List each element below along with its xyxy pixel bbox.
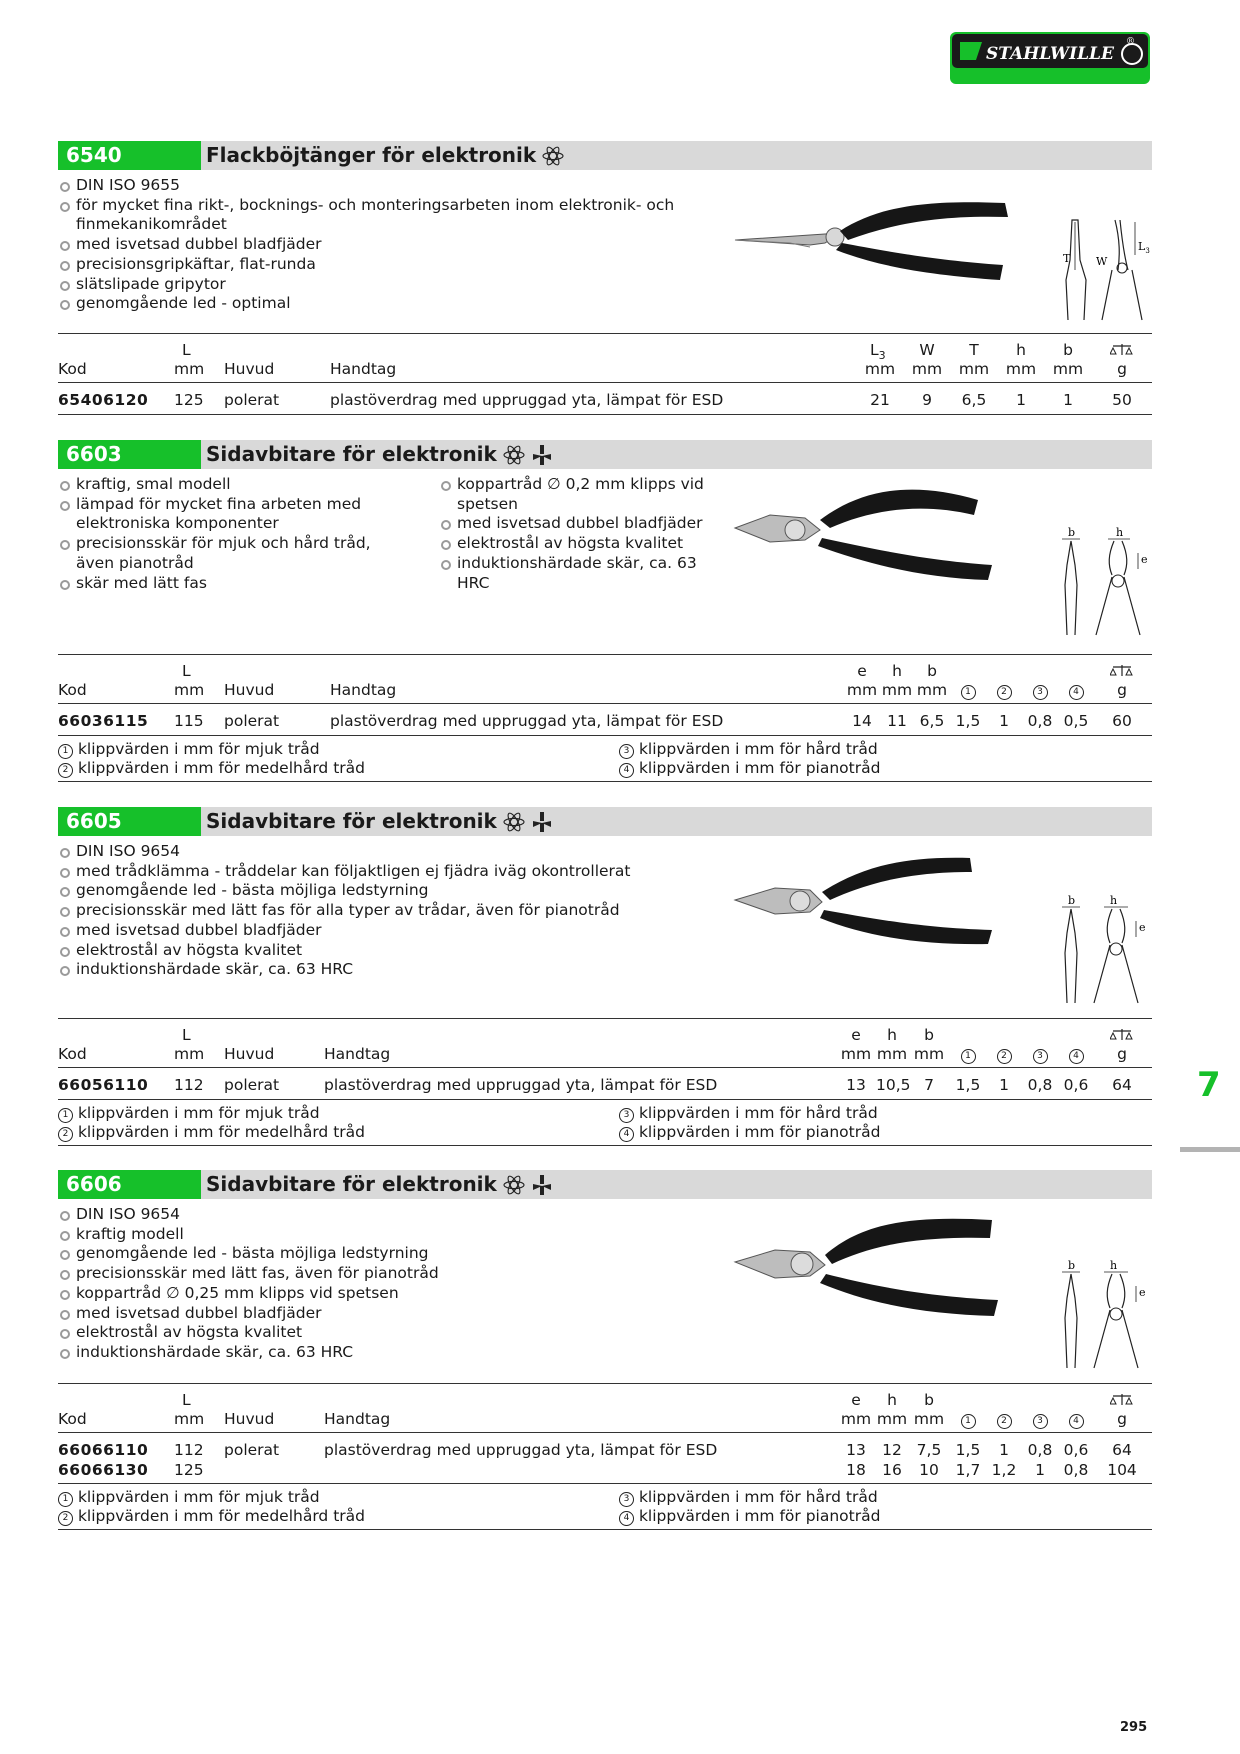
cell-b: 7,5 xyxy=(916,1441,942,1459)
col-header-W: W xyxy=(919,341,935,359)
cell-cut-4: 0,6 xyxy=(1063,1441,1089,1459)
col-header-huvud: Huvud xyxy=(224,1045,275,1063)
chapter-bar xyxy=(1180,1147,1240,1152)
list-item: precisionsgripkäftar, flat-runda xyxy=(58,255,678,275)
footnote-4: 4 klippvärden i mm för pianotråd xyxy=(619,759,880,778)
dimension-diagram-6603 xyxy=(1058,525,1158,640)
col-unit-mm: mm xyxy=(958,360,990,378)
cell-kod: 66066110 xyxy=(58,1441,149,1459)
footnote-2: 2 klippvärden i mm för medelhård tråd xyxy=(58,1123,365,1142)
cell-h: 1 xyxy=(1016,391,1026,409)
feature-list-left xyxy=(58,475,398,593)
col-unit-mm: mm xyxy=(846,681,878,699)
col-header-handtag: Handtag xyxy=(324,1045,391,1063)
cell-g: 64 xyxy=(1112,1076,1132,1094)
cell-kod: 66036115 xyxy=(58,712,149,730)
col-header-4: 4 xyxy=(1059,1410,1093,1429)
list-item: elektrostål av högsta kvalitet xyxy=(439,534,709,554)
cell-L: 112 xyxy=(174,1076,204,1094)
col-unit-mm: mm xyxy=(864,360,896,378)
section-header-6603 xyxy=(58,440,1152,469)
footnote-3: 3 klippvärden i mm för hård tråd xyxy=(619,1488,878,1507)
cell-g: 50 xyxy=(1112,391,1132,409)
col-header-handtag: Handtag xyxy=(330,360,397,378)
dim-label-e: e xyxy=(1141,553,1148,566)
dim-label-L3: $L_3$ xyxy=(1138,240,1150,255)
cell-g: 60 xyxy=(1112,712,1132,730)
col-header-1: 1 xyxy=(951,1410,985,1429)
section-title: Sidavbitare för elektronik xyxy=(206,809,497,833)
col-header-T: T xyxy=(969,341,979,359)
col-header-L: L xyxy=(182,1026,191,1044)
list-item: induktionshärdade skär, ca. 63 HRC xyxy=(58,960,718,980)
cell-b: 7 xyxy=(924,1076,934,1094)
cell-kod: 65406120 xyxy=(58,391,149,409)
list-item: genomgående led - bästa möjliga ledstyrning xyxy=(58,1244,718,1264)
esd-icon xyxy=(503,811,525,833)
cutter-icon xyxy=(531,811,553,833)
list-item: genomgående led - bästa möjliga ledstyrning xyxy=(58,881,718,901)
list-item: koppartråd ∅ 0,25 mm klipps vid spetsen xyxy=(58,1284,718,1304)
cell-h: 10,5 xyxy=(876,1076,911,1094)
col-header-2: 2 xyxy=(987,681,1021,700)
col-header-kod: Kod xyxy=(58,360,87,378)
registered-mark: ® xyxy=(1126,37,1135,47)
col-header-kod: Kod xyxy=(58,1045,87,1063)
col-header-1: 1 xyxy=(951,681,985,700)
cell-cut-4: 0,5 xyxy=(1063,712,1089,730)
stahlwille-logo xyxy=(950,32,1150,84)
cell-huvud: polerat xyxy=(224,391,280,409)
cell-cut-3: 0,8 xyxy=(1027,712,1053,730)
weight-icon xyxy=(1110,664,1134,678)
cell-g: 64 xyxy=(1112,1441,1132,1459)
col-unit-mm: mm xyxy=(876,1045,908,1063)
list-item: koppartråd ∅ 0,2 mm klipps vid spetsen xyxy=(439,475,709,514)
col-header-e: e xyxy=(851,1391,861,1409)
dimension-diagram-6605 xyxy=(1058,893,1158,1008)
col-header-L: L xyxy=(182,341,191,359)
col-header-h: h xyxy=(1016,341,1026,359)
cell-cut-2: 1,2 xyxy=(991,1461,1017,1479)
col-header-e: e xyxy=(857,662,867,680)
cell-cut-1: 1,5 xyxy=(955,1441,981,1459)
list-item: genomgående led - optimal xyxy=(58,294,678,314)
col-header-L3: $L_3$ xyxy=(870,341,886,363)
cell-cut-1: 1,5 xyxy=(955,712,981,730)
col-header-huvud: Huvud xyxy=(224,1410,275,1428)
list-item: för mycket fina rikt-, bocknings- och monteringsarbeten inom elektronik- och finmekanikområdet xyxy=(58,196,678,235)
dimension-diagram-6606 xyxy=(1058,1258,1158,1373)
col-unit-mm: mm xyxy=(840,1045,872,1063)
cell-e: 13 xyxy=(846,1076,866,1094)
col-unit-mm: mm xyxy=(174,360,205,378)
section-number: 6540 xyxy=(58,141,201,170)
list-item: med isvetsad dubbel bladfjäder xyxy=(58,921,718,941)
cell-g: 104 xyxy=(1107,1461,1137,1479)
cell-T: 6,5 xyxy=(961,391,987,409)
col-unit-mm: mm xyxy=(881,681,913,699)
list-item: DIN ISO 9655 xyxy=(58,176,678,196)
cell-cut-4: 0,6 xyxy=(1063,1076,1089,1094)
footnote-1: 1 klippvärden i mm för mjuk tråd xyxy=(58,1488,320,1507)
cell-L: 125 xyxy=(174,1461,204,1479)
cell-handtag: plastöverdrag med uppruggad yta, lämpat för ESD xyxy=(324,1076,718,1094)
col-unit-mm: mm xyxy=(876,1410,908,1428)
cell-huvud: polerat xyxy=(224,712,280,730)
col-unit-mm: mm xyxy=(913,1045,945,1063)
col-unit-mm: mm xyxy=(913,1410,945,1428)
dim-label-T: T xyxy=(1063,252,1071,265)
list-item: precisionsskär för mjuk och hård tråd, även pianotråd xyxy=(58,534,398,573)
col-unit-mm: mm xyxy=(1005,360,1037,378)
col-header-h: h xyxy=(887,1026,897,1044)
col-header-e: e xyxy=(851,1026,861,1044)
dim-label-W: W xyxy=(1096,255,1108,268)
cell-cut-2: 1 xyxy=(999,712,1009,730)
page-number: 295 xyxy=(1120,1720,1148,1735)
list-item: slätslipade gripytor xyxy=(58,275,678,295)
col-header-b: b xyxy=(924,1391,934,1409)
cell-b: 1 xyxy=(1063,391,1073,409)
cell-cut-1: 1,7 xyxy=(955,1461,981,1479)
product-image-6603 xyxy=(730,480,1015,585)
col-unit-mm: mm xyxy=(174,1410,205,1428)
section-title: Sidavbitare för elektronik xyxy=(206,442,497,466)
col-header-2: 2 xyxy=(987,1410,1021,1429)
product-image-6606 xyxy=(730,1210,1015,1320)
col-header-3: 3 xyxy=(1023,1410,1057,1429)
product-image-6605 xyxy=(730,848,1015,953)
feature-list xyxy=(58,842,718,980)
cell-e: 18 xyxy=(846,1461,866,1479)
cell-h: 12 xyxy=(882,1441,902,1459)
weight-icon xyxy=(1110,343,1134,357)
cell-h: 16 xyxy=(882,1461,902,1479)
col-header-3: 3 xyxy=(1023,681,1057,700)
col-unit-mm: mm xyxy=(916,681,948,699)
col-unit-g: g xyxy=(1117,1045,1127,1063)
feature-list xyxy=(58,176,678,314)
col-header-handtag: Handtag xyxy=(330,681,397,699)
cutter-icon xyxy=(531,444,553,466)
col-unit-g: g xyxy=(1117,360,1127,378)
dim-label-h: h xyxy=(1110,1259,1118,1272)
esd-icon xyxy=(503,1174,525,1196)
col-unit-g: g xyxy=(1117,1410,1127,1428)
dimension-diagram-6540 xyxy=(1060,210,1155,325)
dim-label-b: b xyxy=(1068,526,1076,539)
section-header-6540 xyxy=(58,141,1152,170)
cell-L: 112 xyxy=(174,1441,204,1459)
col-header-kod: Kod xyxy=(58,1410,87,1428)
col-unit-mm: mm xyxy=(911,360,943,378)
section-number: 6603 xyxy=(58,440,201,469)
section-header-6605 xyxy=(58,807,1152,836)
cell-handtag: plastöverdrag med uppruggad yta, lämpat för ESD xyxy=(330,391,724,409)
col-unit-mm: mm xyxy=(840,1410,872,1428)
list-item: precisionsskär med lätt fas, även för pianotråd xyxy=(58,1264,718,1284)
col-header-kod: Kod xyxy=(58,681,87,699)
cell-h: 11 xyxy=(887,712,907,730)
weight-icon xyxy=(1110,1028,1134,1042)
col-unit-g: g xyxy=(1117,681,1127,699)
cell-huvud: polerat xyxy=(224,1076,280,1094)
footnote-1: 1 klippvärden i mm för mjuk tråd xyxy=(58,1104,320,1123)
cell-cut-1: 1,5 xyxy=(955,1076,981,1094)
cell-e: 14 xyxy=(852,712,872,730)
cell-b: 10 xyxy=(919,1461,939,1479)
cell-kod: 66066130 xyxy=(58,1461,149,1479)
footnote-1: 1 klippvärden i mm för mjuk tråd xyxy=(58,740,320,759)
col-unit-mm: mm xyxy=(174,1045,205,1063)
footnote-3: 3 klippvärden i mm för hård tråd xyxy=(619,1104,878,1123)
list-item: lämpad för mycket fina arbeten med elektroniska komponenter xyxy=(58,495,398,534)
list-item: kraftig, smal modell xyxy=(58,475,398,495)
col-header-L: L xyxy=(182,1391,191,1409)
dim-label-h: h xyxy=(1116,526,1124,539)
section-title: Flackböjtänger för elektronik xyxy=(206,143,537,167)
weight-icon xyxy=(1110,1393,1134,1407)
col-header-L: L xyxy=(182,662,191,680)
col-header-huvud: Huvud xyxy=(224,360,275,378)
col-header-b: b xyxy=(1063,341,1073,359)
list-item: DIN ISO 9654 xyxy=(58,1205,718,1225)
cell-e: 13 xyxy=(846,1441,866,1459)
cell-L: 115 xyxy=(174,712,204,730)
col-header-4: 4 xyxy=(1059,681,1093,700)
chapter-number: 7 xyxy=(1197,1065,1221,1105)
section-header-6606 xyxy=(58,1170,1152,1199)
cell-handtag: plastöverdrag med uppruggad yta, lämpat för ESD xyxy=(324,1441,718,1459)
list-item: elektrostål av högsta kvalitet xyxy=(58,941,718,961)
cell-cut-3: 0,8 xyxy=(1027,1441,1053,1459)
dim-label-b: b xyxy=(1068,894,1076,907)
cell-kod: 66056110 xyxy=(58,1076,149,1094)
cell-cut-4: 0,8 xyxy=(1063,1461,1089,1479)
cell-b: 6,5 xyxy=(919,712,945,730)
col-header-handtag: Handtag xyxy=(324,1410,391,1428)
cell-huvud: polerat xyxy=(224,1441,280,1459)
col-header-b: b xyxy=(924,1026,934,1044)
cell-L: 125 xyxy=(174,391,204,409)
dim-label-b: b xyxy=(1068,1259,1076,1272)
list-item: med isvetsad dubbel bladfjäder xyxy=(439,514,709,534)
footnote-2: 2 klippvärden i mm för medelhård tråd xyxy=(58,1507,365,1526)
cell-handtag: plastöverdrag med uppruggad yta, lämpat för ESD xyxy=(330,712,724,730)
list-item: elektrostål av högsta kvalitet xyxy=(58,1323,718,1343)
footnote-3: 3 klippvärden i mm för hård tråd xyxy=(619,740,878,759)
list-item: induktionshärdade skär, ca. 63 HRC xyxy=(439,554,709,593)
cell-W: 9 xyxy=(922,391,932,409)
section-number: 6606 xyxy=(58,1170,201,1199)
cell-cut-3: 1 xyxy=(1035,1461,1045,1479)
dim-label-e: e xyxy=(1139,921,1146,934)
list-item: kraftig modell xyxy=(58,1225,718,1245)
col-header-1: 1 xyxy=(951,1045,985,1064)
col-header-h: h xyxy=(887,1391,897,1409)
list-item: med isvetsad dubbel bladfjäder xyxy=(58,235,678,255)
list-item: med trådklämma - tråddelar kan följaktligen ej fjädra iväg okontrollerat xyxy=(58,862,718,882)
col-unit-mm: mm xyxy=(1052,360,1084,378)
col-unit-mm: mm xyxy=(174,681,205,699)
list-item: med isvetsad dubbel bladfjäder xyxy=(58,1304,718,1324)
list-item: induktionshärdade skär, ca. 63 HRC xyxy=(58,1343,718,1363)
col-header-h: h xyxy=(892,662,902,680)
dim-label-e: e xyxy=(1139,1286,1146,1299)
footnote-4: 4 klippvärden i mm för pianotråd xyxy=(619,1507,880,1526)
col-header-3: 3 xyxy=(1023,1045,1057,1064)
col-header-huvud: Huvud xyxy=(224,681,275,699)
list-item: precisionsskär med lätt fas för alla typer av trådar, även för pianotråd xyxy=(58,901,718,921)
cutter-icon xyxy=(531,1174,553,1196)
logo-text: STAHLWILLE xyxy=(986,44,1114,64)
footnote-4: 4 klippvärden i mm för pianotråd xyxy=(619,1123,880,1142)
product-image-6540 xyxy=(730,195,1015,295)
list-item: DIN ISO 9654 xyxy=(58,842,718,862)
cell-cut-3: 0,8 xyxy=(1027,1076,1053,1094)
cell-cut-2: 1 xyxy=(999,1441,1009,1459)
col-header-b: b xyxy=(927,662,937,680)
esd-icon xyxy=(542,145,564,167)
feature-list-right xyxy=(439,475,709,593)
list-item: skär med lätt fas xyxy=(58,574,398,594)
section-number: 6605 xyxy=(58,807,201,836)
section-title: Sidavbitare för elektronik xyxy=(206,1172,497,1196)
cell-L3: 21 xyxy=(870,391,890,409)
esd-icon xyxy=(503,444,525,466)
footnote-2: 2 klippvärden i mm för medelhård tråd xyxy=(58,759,365,778)
col-header-2: 2 xyxy=(987,1045,1021,1064)
col-header-4: 4 xyxy=(1059,1045,1093,1064)
dim-label-h: h xyxy=(1110,894,1118,907)
feature-list xyxy=(58,1205,718,1363)
cell-cut-2: 1 xyxy=(999,1076,1009,1094)
